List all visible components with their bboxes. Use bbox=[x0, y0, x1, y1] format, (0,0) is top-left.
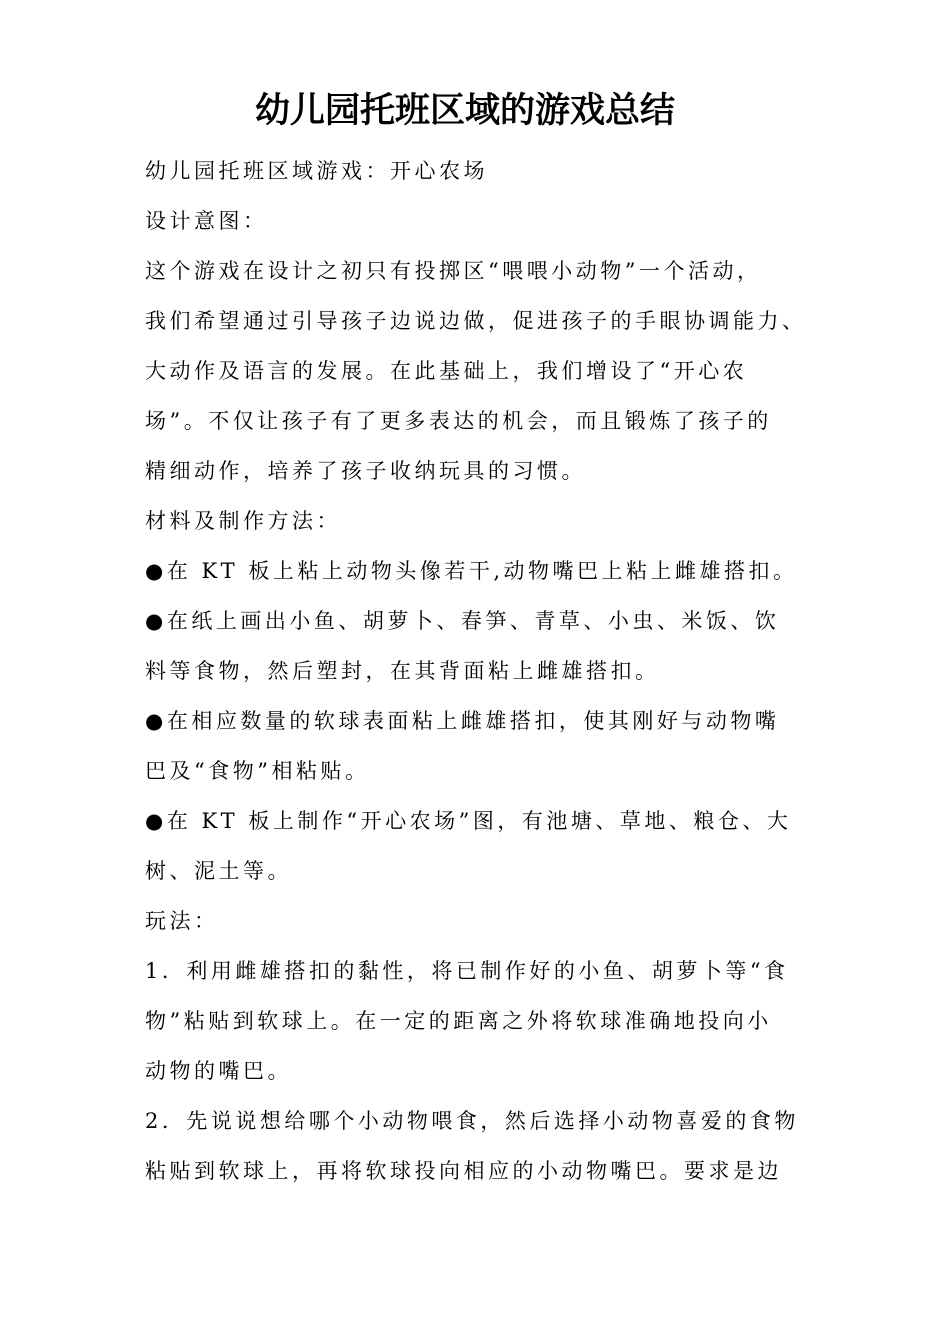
text-line: ●在 KT 板上粘上动物头像若干,动物嘴巴上粘上雌雄搭扣。 bbox=[145, 559, 798, 583]
text-line: 动物的嘴巴。 bbox=[145, 1059, 292, 1083]
text-line: 物”粘贴到软球上。在一定的距离之外将软球准确地投向小 bbox=[145, 1009, 772, 1033]
text-line: ●在相应数量的软球表面粘上雌雄搭扣，使其刚好与动物嘴 bbox=[145, 709, 780, 733]
text-line: 粘贴到软球上，再将软球投向相应的小动物嘴巴。要求是边 bbox=[145, 1159, 782, 1183]
text-line: 精细动作，培养了孩子收纳玩具的习惯。 bbox=[145, 459, 586, 483]
document-body bbox=[145, 146, 810, 1196]
text-line: 材料及制作方法： bbox=[145, 509, 341, 533]
text-line: ●在纸上画出小鱼、胡萝卜、春笋、青草、小虫、米饭、饮 bbox=[145, 609, 780, 633]
text-line: 幼儿园托班区域游戏：开心农场 bbox=[145, 159, 488, 183]
text-line: ●在 KT 板上制作“开心农场”图，有池塘、草地、粮仓、大 bbox=[145, 809, 792, 833]
text-line: 这个游戏在设计之初只有投掷区“喂喂小动物”一个活动， bbox=[145, 259, 762, 283]
text-line: 料等食物，然后塑封，在其背面粘上雌雄搭扣。 bbox=[145, 659, 660, 683]
text-line: 1．利用雌雄搭扣的黏性，将已制作好的小鱼、胡萝卜等“食 bbox=[145, 959, 789, 983]
text-line: 树、泥土等。 bbox=[145, 859, 292, 883]
document-title: 幼儿园托班区域的游戏总结 bbox=[254, 91, 675, 131]
text-line: 巴及“食物”相粘贴。 bbox=[145, 759, 370, 783]
text-line: 场”。不仅让孩子有了更多表达的机会，而且锻炼了孩子的 bbox=[145, 409, 772, 433]
text-line: 2．先说说想给哪个小动物喂食，然后选择小动物喜爱的食物 bbox=[145, 1109, 799, 1133]
text-line: 大动作及语言的发展。在此基础上，我们增设了“开心农 bbox=[145, 359, 748, 383]
text-line: 设计意图： bbox=[145, 209, 268, 233]
text-line: 我们希望通过引导孩子边说边做，促进孩子的手眼协调能力、 bbox=[145, 309, 807, 333]
text-line: 玩法： bbox=[145, 909, 219, 933]
